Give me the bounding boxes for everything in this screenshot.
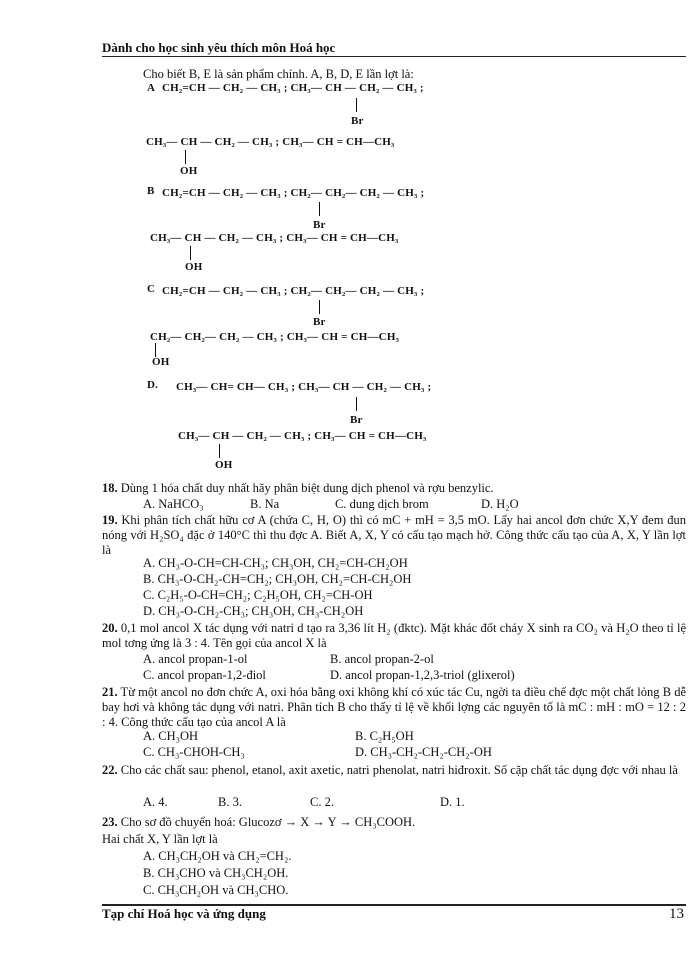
- page-header: Dành cho học sinh yêu thích môn Hoá học: [102, 40, 336, 55]
- footer-journal: Tạp chí Hoá học và ứng dụng: [102, 906, 266, 921]
- structure-a-line1: CH₂=CH — CH₂ — CH₃ ; CH₃— CH — CH₂ — CH₃ ;: [162, 82, 424, 94]
- option: C. ancol propan-1,2-điol: [143, 668, 266, 682]
- structure-c-sub1: Br: [313, 316, 326, 328]
- option: A. CH₃CH₂OH và CH₂=CH₂.: [143, 849, 292, 863]
- question-22: [102, 763, 686, 778]
- structure-c-sub2: OH: [152, 356, 170, 368]
- question-20: [102, 621, 686, 651]
- structure-d-sub1: Br: [350, 414, 363, 426]
- option: A. 4.: [143, 795, 168, 809]
- option: D. 1.: [440, 795, 465, 809]
- structure-a-label: A: [147, 82, 156, 94]
- question-number: 23.: [102, 815, 118, 829]
- structure-c-line2: CH₂— CH₂— CH₂ — CH₃ ; CH₃— CH = CH—CH₃: [150, 331, 400, 343]
- question-number: 21.: [102, 685, 118, 699]
- structure-d-sub2: OH: [215, 459, 233, 471]
- option: D. CH₃-O-CH₂-CH₃; CH₃OH, CH₃-CH₂OH: [143, 604, 364, 618]
- structure-b-sub1: Br: [313, 219, 326, 231]
- option: D. CH₃-CH₂-CH₂-CH₂-OH: [355, 745, 492, 759]
- option: B. CH₃-O-CH₂-CH=CH₂; CH₃OH, CH₂=CH-CH₂OH: [143, 572, 412, 586]
- question-text: Dùng 1 hóa chất duy nhất hãy phân biệt dung dịch phenol và rợu benzylic.: [117, 481, 494, 495]
- option: D. ancol propan-1,2,3-triol (glixerol): [330, 668, 515, 682]
- option: B. ancol propan-2-ol: [330, 652, 434, 666]
- question-text: Từ một ancol no đơn chức A, oxi hóa bằng oxi không khí có xúc tác Cu, ngời ta điều chế đợc một chất lỏng B dễ bay hơi và không tác dụng với natri. Phân tích B cho thấy tỉ lệ về khối lợng các nguyên tố là mC : mH : mO = 12 : 2 : 4. Công thức cấu tạo của ancol A là: [102, 685, 686, 729]
- option: A. CH₃-O-CH=CH-CH₃; CH₃OH, CH₂=CH-CH₂OH: [143, 556, 408, 570]
- bond-line: [319, 300, 320, 314]
- option: C. dung dịch brom: [335, 497, 429, 511]
- question-number: 20.: [102, 621, 118, 635]
- question-21: [102, 685, 686, 730]
- question-23-prompt: Hai chất X, Y lần lợt là: [102, 832, 218, 846]
- question-text: 0,1 mol ancol X tác dụng với natri d tạo ra 3,36 lít H₂ (đktc). Mặt khác đốt cháy X sinh ra CO₂ và H₂O theo tỉ lệ mol tơng ứng là 3 : 4. Tên gọi của ancol X là: [102, 621, 686, 650]
- structure-d-line1: CH₃— CH= CH— CH₃ ; CH₃— CH — CH₂ — CH₃ ;: [176, 381, 432, 393]
- structure-d-line2: CH₃— CH — CH₂ — CH₃ ; CH₃— CH = CH—CH₃: [178, 430, 427, 442]
- question-number: 19.: [102, 513, 118, 527]
- structure-c-label: C: [147, 283, 156, 295]
- option: B. 3.: [218, 795, 242, 809]
- structure-a-sub1: Br: [351, 115, 364, 127]
- option: B. C₂H₅OH: [355, 729, 414, 743]
- question-number: 18.: [102, 481, 118, 495]
- question-18: [102, 481, 686, 496]
- bond-line: [356, 397, 357, 411]
- question-23: [102, 815, 686, 830]
- structure-c-line1: CH₂=CH — CH₂ — CH₃ ; CH₂— CH₂— CH₂ — CH₃ ;: [162, 285, 425, 297]
- option: A. NaHCO₃: [143, 497, 204, 511]
- header-rule: [102, 56, 686, 57]
- question-number: 22.: [102, 763, 118, 777]
- structure-b-line1: CH₂=CH — CH₂ — CH₃ ; CH₂— CH₂— CH₂ — CH₃ ;: [162, 187, 425, 199]
- intro-text: Cho biết B, E là sản phẩm chính. A, B, D, E lần lợt là:: [143, 67, 414, 81]
- page-number: 13: [669, 906, 684, 922]
- option: A. ancol propan-1-ol: [143, 652, 248, 666]
- option: C. CH₃CH₂OH và CH₃CHO.: [143, 883, 289, 897]
- question-19: [102, 513, 686, 558]
- option: D. H₂O: [481, 497, 519, 511]
- bond-line: [219, 444, 220, 458]
- option: C. C₂H₅-O-CH=CH₂; C₂H₅OH, CH₂=CH-OH: [143, 588, 373, 602]
- structure-b-label: B: [147, 185, 155, 197]
- question-text: Khi phân tích chất hữu cơ A (chứa C, H, O) thì có mC + mH = 3,5 mO. Lấy hai ancol đơn chức X,Y đem đun nóng với H₂SO₄ đặc ở 140°C thì thu đợc A. Biết A, X, Y có cấu tạo mạch hở. Công thức cấu tạo của A, X, Y lần lợt là: [102, 513, 686, 557]
- question-text: Cho sơ đồ chuyển hoá: Glucozơ → X → Y → CH₃COOH.: [117, 815, 416, 829]
- bond-line: [155, 343, 156, 357]
- question-text: Cho các chất sau: phenol, etanol, axit axetic, natri phenolat, natri hiđroxit. Số cặp chất tác dụng đợc với nhau là: [117, 763, 678, 777]
- option: C. 2.: [310, 795, 334, 809]
- bond-line: [190, 246, 191, 260]
- structure-b-line2: CH₃— CH — CH₂ — CH₃ ; CH₃— CH = CH—CH₃: [150, 232, 399, 244]
- structure-a-line2: CH₃— CH — CH₂ — CH₃ ; CH₃— CH = CH—CH₃: [146, 136, 395, 148]
- structure-a-sub2: OH: [180, 165, 198, 177]
- option: B. Na: [250, 497, 280, 511]
- option: C. CH₃-CHOH-CH₃: [143, 745, 245, 759]
- structure-b-sub2: OH: [185, 261, 203, 273]
- bond-line: [356, 98, 357, 112]
- bond-line: [185, 150, 186, 164]
- option: B. CH₃CHO và CH₃CH₂OH.: [143, 866, 289, 880]
- bond-line: [319, 202, 320, 216]
- option: A. CH₃OH: [143, 729, 199, 743]
- structure-d-label: D.: [147, 379, 159, 391]
